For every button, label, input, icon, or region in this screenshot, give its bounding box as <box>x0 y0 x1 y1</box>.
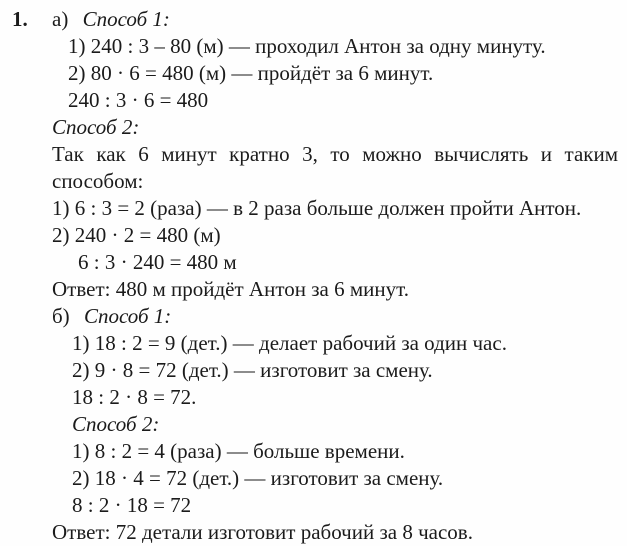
part-a-step: 2) 80 · 6 = 480 (м) — пройдёт за 6 минут. <box>68 61 434 85</box>
part-a-step: 1) 240 : 3 – 80 (м) — проходил Антон за одну минуту. <box>68 34 546 58</box>
part-a-expression: 6 : 3 · 240 = 480 м <box>78 250 237 274</box>
part-b-expression: 8 : 2 · 18 = 72 <box>72 493 192 517</box>
part-a-answer: Ответ: 480 м пройдёт Антон за 6 минут. <box>52 277 409 301</box>
part-a-step: 2) 240 · 2 = 480 (м) <box>52 223 221 247</box>
part-a-label: а) <box>52 7 69 31</box>
part-b-method2-label: Способ 2: <box>72 412 160 436</box>
part-b-method1-label: Способ 1: <box>83 304 172 328</box>
part-a-step: 1) 6 : 3 = 2 (раза) — в 2 раза больше должен пройти Антон. <box>52 196 582 220</box>
part-a-expression: 240 : 3 · 6 = 480 <box>68 88 209 112</box>
part-a-explanation-line2: способом: <box>52 169 144 193</box>
part-a-method1-label: Способ 1: <box>82 7 170 31</box>
part-a-method2-label: Способ 2: <box>52 115 140 139</box>
part-b-step: 1) 8 : 2 = 4 (раза) — больше времени. <box>72 439 405 463</box>
problem-number: 1. <box>12 7 28 31</box>
part-a-explanation-line1: Так как 6 минут кратно 3, то можно вычислять и таким <box>52 142 618 166</box>
part-a-heading <box>0 6 627 33</box>
part-b-expression: 18 : 2 · 8 = 72. <box>72 385 197 409</box>
part-b-answer: Ответ: 72 детали изготовит рабочий за 8 часов. <box>52 520 473 544</box>
part-b-step: 1) 18 : 2 = 9 (дет.) — делает рабочий за один час. <box>72 331 507 355</box>
part-b-label: б) <box>52 304 70 328</box>
part-b-heading <box>52 303 627 330</box>
part-b-step: 2) 18 · 4 = 72 (дет.) — изготовит за смену. <box>72 466 444 490</box>
part-b-step: 2) 9 · 8 = 72 (дет.) — изготовит за смену. <box>72 358 433 382</box>
